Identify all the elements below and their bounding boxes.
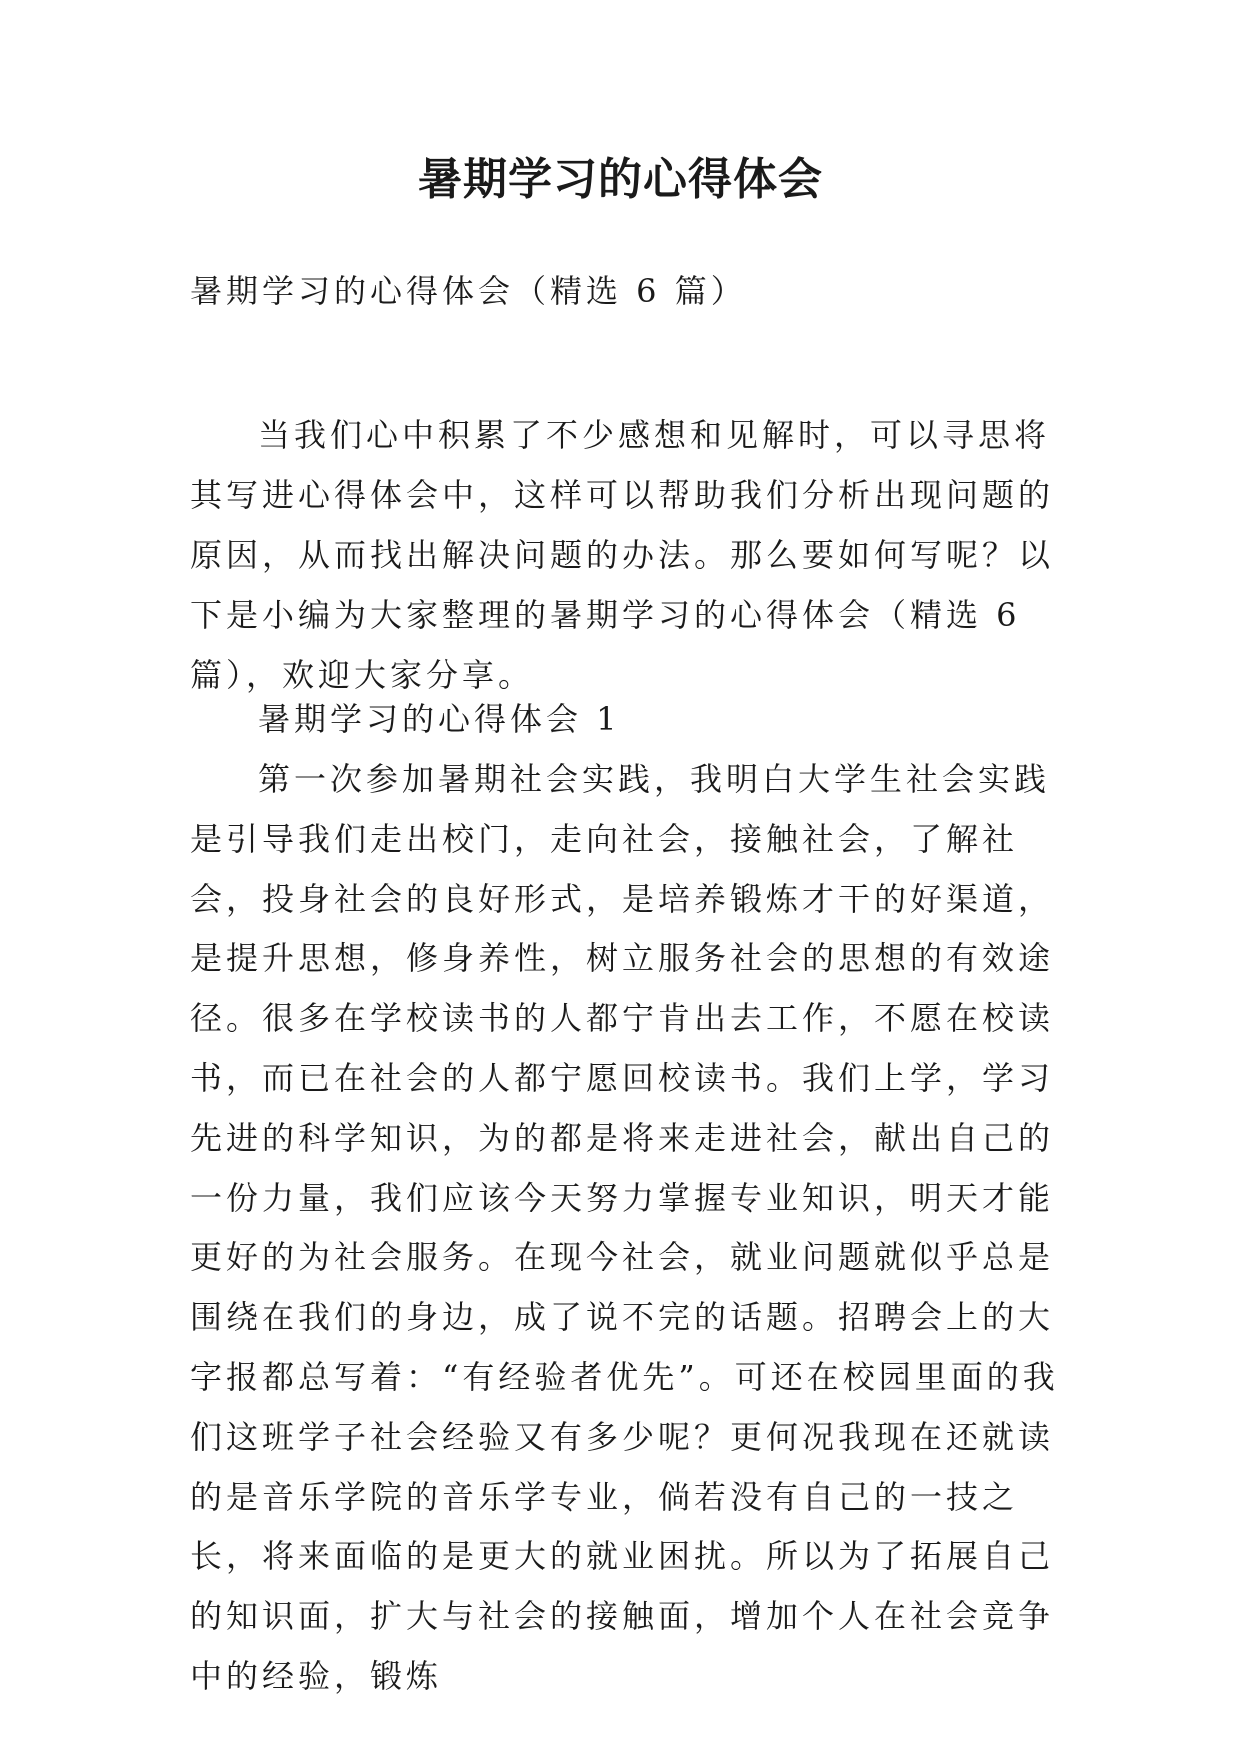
section-heading: 暑期学习的心得体会 1 bbox=[258, 700, 621, 738]
intro-paragraph: 当我们心中积累了不少感想和见解时，可以寻思将其写进心得体会中，这样可以帮助我们分析出现问题的原因，从而找出解决问题的办法。那么要如何写呢？以下是小编为大家整理的暑期学习的心得体会（精选 6 篇），欢迎大家分享。 bbox=[190, 416, 1055, 694]
document-subtitle: 暑期学习的心得体会（精选 6 篇） bbox=[190, 272, 747, 310]
document-title: 暑期学习的心得体会 bbox=[418, 154, 823, 205]
section-body-paragraph: 第一次参加暑期社会实践，我明白大学生社会实践是引导我们走出校门，走向社会，接触社会，了解社会，投身社会的良好形式，是培养锻炼才干的好渠道，是提升思想，修身养性，树立服务社会的思想的有效途径。很多在学校读书的人都宁肯出去工作，不愿在校读书，而已在社会的人都宁愿回校读书。我们上学，学习先进的科学知识，为的都是将来走进社会，献出自己的一份力量，我们应该今天努力掌握专业知识，明天才能更好的为社会服务。在现今社会，就业问题就似乎总是围绕在我们的身边，成了说不完的话题。招聘会上的大字报都总写着：“有经验者优先”。可还在校园里面的我们这班学子社会经验又有多少呢？更何况我现在还就读的是音乐学院的音乐学专业，倘若没有自己的一技之长，将来面临的是更大的就业困扰。所以为了拓展自己的知识面，扩大与社会的接触面，增加个人在社会竞争中的经验，锻炼 bbox=[190, 760, 1059, 1695]
